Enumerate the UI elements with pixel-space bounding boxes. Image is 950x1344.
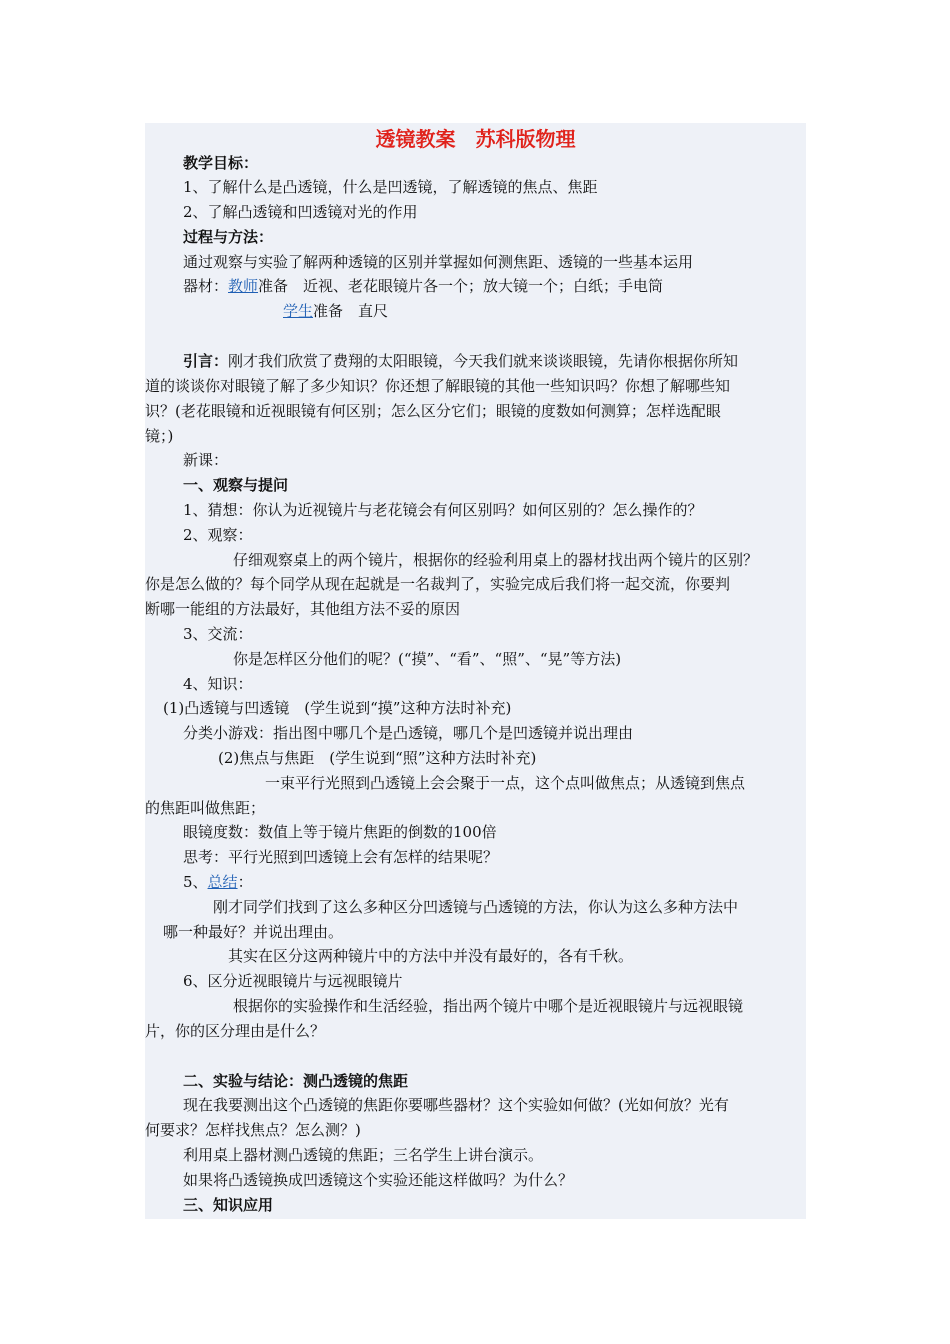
section-3-heading: 三、知识应用 bbox=[183, 1196, 274, 1214]
experiment-text-1: 现在我要测出这个凸透镜的焦距你要哪些器材？这个实验如何做？(光如何放？光有 bbox=[183, 1096, 729, 1114]
observe-text-1: 仔细观察桌上的两个镜片，根据你的经验利用桌上的器材找出两个镜片的区别？ bbox=[233, 551, 759, 569]
section-1-heading: 一、观察与提问 bbox=[183, 476, 289, 494]
item-knowledge: 4、知识： bbox=[183, 675, 253, 693]
knowledge-2: (2)焦点与焦距 (学生说到“照”这种方法时补充) bbox=[218, 749, 537, 767]
new-lesson-label: 新课： bbox=[183, 451, 229, 469]
summary-text-1: 刚才同学们找到了这么多种区分凹透镜与凸透镜的方法，你认为这么多种方法中 bbox=[213, 898, 739, 916]
teacher-materials: 准备 近视、老花眼镜片各一个；放大镜一个；白纸；手电筒 bbox=[258, 277, 664, 295]
distinguish-text-2: 片，你的区分理由是什么？ bbox=[145, 1022, 326, 1040]
intro-line-4: 镜；) bbox=[145, 427, 174, 445]
summary-link[interactable]: 总结 bbox=[207, 873, 238, 891]
document-page bbox=[145, 123, 806, 1219]
student-link[interactable]: 学生 bbox=[283, 302, 314, 320]
item-observe: 2、观察： bbox=[183, 526, 253, 544]
think-question: 思考：平行光照到凹透镜上会有怎样的结果呢？ bbox=[183, 848, 499, 866]
process-text: 通过观察与实验了解两种透镜的区别并掌握如何测焦距、透镜的一些基本运用 bbox=[183, 253, 694, 271]
summary-text-3: 其实在区分这两种镜片中的方法中并没有最好的，各有千秋。 bbox=[228, 947, 634, 965]
item-guess: 1、猜想：你认为近视镜片与老花镜会有何区别吗？如何区别的？怎么操作的？ bbox=[183, 501, 703, 519]
goal-2: 2、了解凸透镜和凹透镜对光的作用 bbox=[183, 203, 418, 221]
item-summary bbox=[183, 872, 253, 892]
summary-text-2: 哪一种最好？并说出理由。 bbox=[163, 923, 344, 941]
intro-text: 刚才我们欣赏了费翔的太阳眼镜，今天我们就来谈谈眼镜，先请你根据你所知 bbox=[228, 352, 739, 370]
summary-colon: ： bbox=[237, 873, 253, 891]
observe-text-2: 你是怎么做的？每个同学从现在起就是一名裁判了，实验完成后我们将一起交流，你要判 bbox=[145, 575, 731, 593]
experiment-text-3: 利用桌上器材测凸透镜的焦距；三名学生上讲台演示。 bbox=[183, 1146, 544, 1164]
intro-line-1 bbox=[183, 351, 738, 371]
materials-label: 器材： bbox=[183, 277, 229, 295]
student-materials-line bbox=[283, 301, 388, 321]
experiment-text-4: 如果将凸透镜换成凹透镜这个实验还能这样做吗？为什么？ bbox=[183, 1171, 574, 1189]
experiment-text-2: 何要求？怎样找焦点？怎么测？) bbox=[145, 1121, 361, 1139]
document-title: 透镜教案 苏科版物理 bbox=[375, 127, 576, 151]
observe-text-3: 断哪一能组的方法最好，其他组方法不妥的原因 bbox=[145, 600, 461, 618]
heading-teaching-goals: 教学目标： bbox=[183, 154, 259, 172]
lens-degree: 眼镜度数：数值上等于镜片焦距的倒数的100倍 bbox=[183, 823, 497, 841]
classify-game: 分类小游戏：指出图中哪几个是凸透镜，哪几个是凹透镜并说出理由 bbox=[183, 724, 634, 742]
intro-line-3: 识？(老花眼镜和近视眼镜有何区别；怎么区分它们；眼镜的度数如何测算；怎样选配眼 bbox=[145, 402, 721, 420]
focus-text-1: 一束平行光照到凸透镜上会会聚于一点，这个点叫做焦点；从透镜到焦点 bbox=[265, 774, 746, 792]
goal-1: 1、了解什么是凸透镜，什么是凹透镜，了解透镜的焦点、焦距 bbox=[183, 178, 598, 196]
teacher-link[interactable]: 教师 bbox=[228, 277, 259, 295]
item-exchange: 3、交流： bbox=[183, 625, 253, 643]
intro-line-2: 道的谈谈你对眼镜了解了多少知识？你还想了解眼镜的其他一些知识吗？你想了解哪些知 bbox=[145, 377, 731, 395]
summary-number: 5、 bbox=[183, 873, 208, 891]
item-distinguish: 6、区分近视眼镜片与远视眼镜片 bbox=[183, 972, 403, 990]
materials-line bbox=[183, 276, 663, 296]
distinguish-text-1: 根据你的实验操作和生活经验，指出两个镜片中哪个是近视眼镜片与远视眼镜 bbox=[233, 997, 744, 1015]
section-2-heading: 二、实验与结论：测凸透镜的焦距 bbox=[183, 1072, 409, 1090]
exchange-text: 你是怎样区分他们的呢？(“摸”、“看”、“照”、“晃”等方法) bbox=[233, 650, 622, 668]
focus-text-2: 的焦距叫做焦距； bbox=[145, 799, 266, 817]
intro-label: 引言： bbox=[183, 352, 229, 370]
knowledge-1: (1)凸透镜与凹透镜 (学生说到“摸”这种方法时补充) bbox=[163, 699, 512, 717]
heading-process-method: 过程与方法： bbox=[183, 228, 274, 246]
student-materials: 准备 直尺 bbox=[313, 302, 389, 320]
